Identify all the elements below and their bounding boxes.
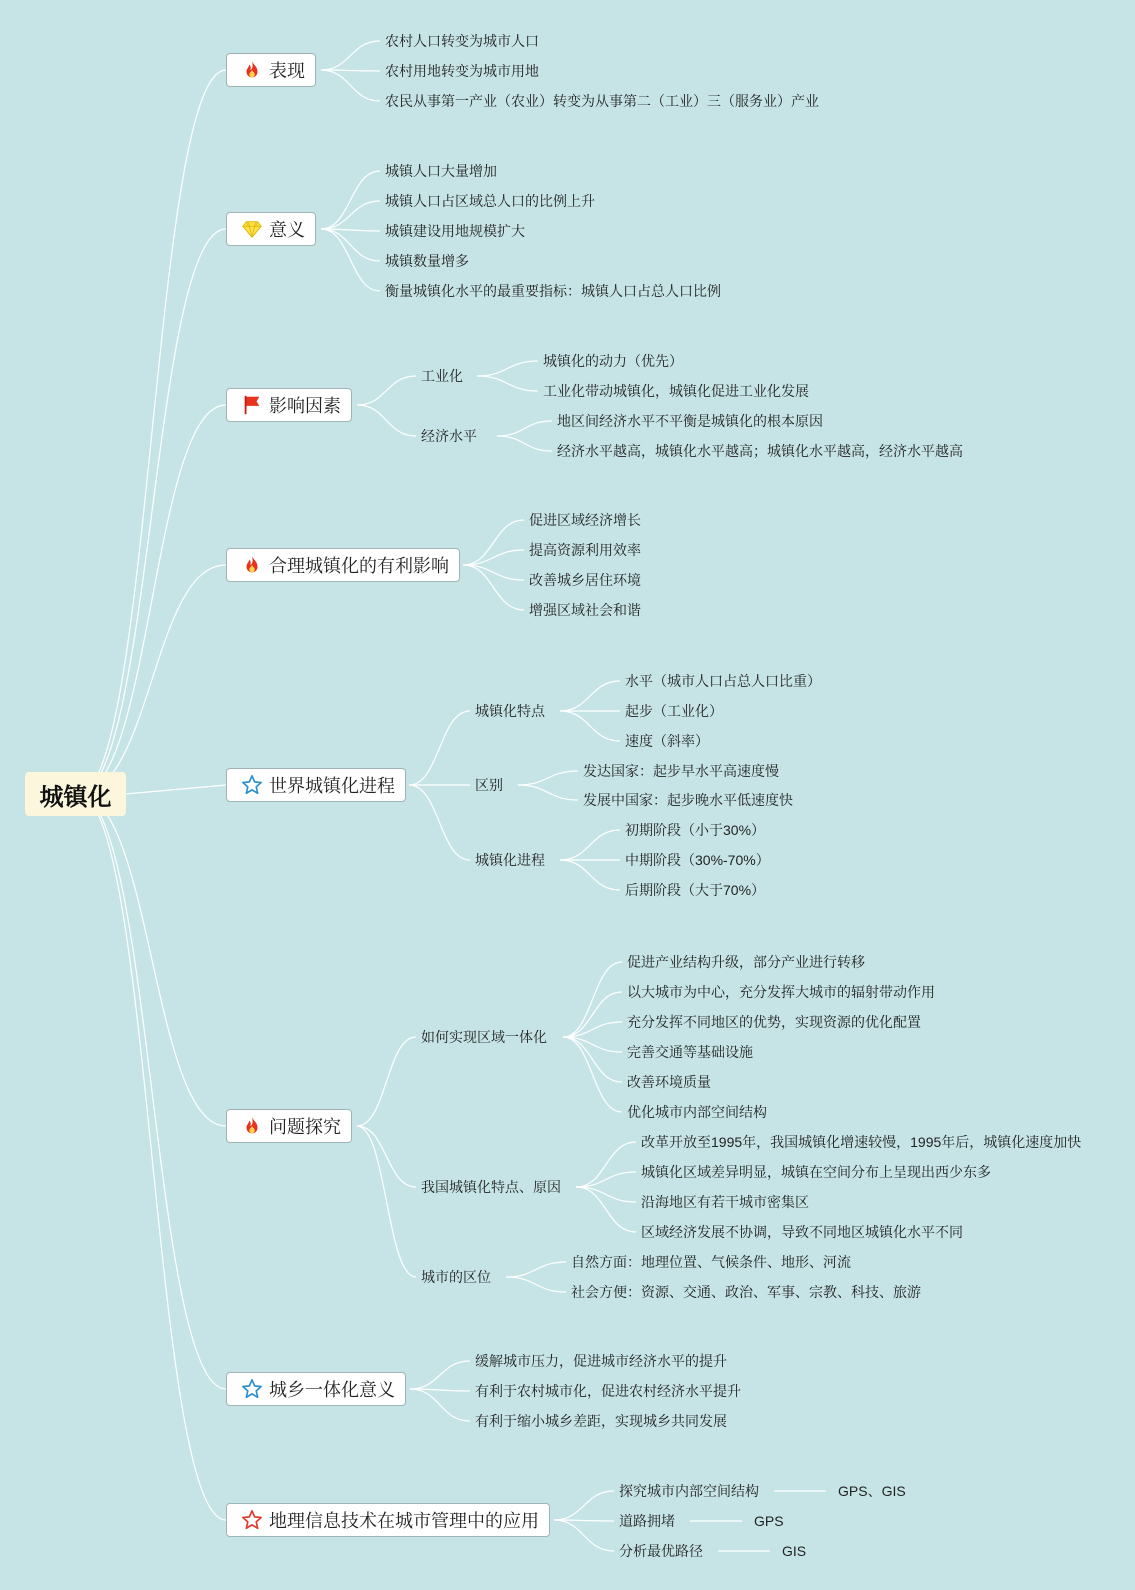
leaf-item[interactable]: 社会方便：资源、交通、政治、军事、宗教、科技、旅游 — [571, 1284, 921, 1300]
sub-topic-qubie[interactable]: 区别 — [475, 777, 503, 793]
connector-line — [357, 376, 416, 405]
leaf-item[interactable]: 沿海地区有若干城市密集区 — [641, 1194, 809, 1210]
branch-label: 问题探究 — [269, 1117, 341, 1137]
star-outline-icon — [241, 1378, 263, 1400]
leaf-item[interactable]: 发达国家：起步早水平高速度慢 — [583, 763, 779, 779]
connector-line — [563, 962, 622, 1037]
leaf-item[interactable]: 以大城市为中心，充分发挥大城市的辐射带动作用 — [627, 984, 935, 1000]
leaf-item[interactable]: 改革开放至1995年，我国城镇化增速较慢，1995年后，城镇化速度加快 — [641, 1134, 1082, 1150]
connector-line — [126, 785, 226, 794]
connector-line — [477, 361, 538, 376]
leaf-item[interactable]: 衡量城镇化水平的最重要指标：城镇人口占总人口比例 — [385, 283, 721, 299]
leaf-item[interactable]: GPS — [754, 1513, 784, 1529]
branch-label: 表现 — [269, 61, 305, 81]
sub-topic-app[interactable]: 分析最优路径 — [619, 1543, 703, 1559]
leaf-item[interactable]: 改善环境质量 — [627, 1074, 711, 1090]
connector-line — [518, 785, 578, 800]
connector-line — [563, 1037, 622, 1112]
connector-line — [78, 794, 226, 1389]
leaf-item[interactable]: 工业化带动城镇化，城镇化促进工业化发展 — [543, 383, 809, 399]
leaf-item[interactable]: 促进产业结构升级，部分产业进行转移 — [627, 954, 865, 970]
connector-line — [78, 565, 226, 794]
connector-line — [357, 1037, 416, 1126]
connector-line — [78, 405, 226, 794]
leaf-item[interactable]: 地区间经济水平不平衡是城镇化的根本原因 — [557, 413, 823, 429]
connector-line — [563, 1022, 622, 1037]
leaf-item[interactable]: 城镇数量增多 — [385, 253, 469, 269]
connector-line — [560, 830, 620, 860]
leaf-item[interactable]: 城镇化的动力（优先） — [543, 353, 683, 369]
branch-yingxiang[interactable] — [226, 388, 352, 422]
leaf-item[interactable]: 经济水平越高，城镇化水平越高；城镇化水平越高，经济水平越高 — [557, 443, 963, 459]
leaf-item[interactable]: 发展中国家：起步晚水平低速度快 — [583, 792, 793, 808]
sub-topic-quyu[interactable]: 如何实现区域一体化 — [421, 1029, 547, 1045]
leaf-item[interactable]: 城镇建设用地规模扩大 — [385, 223, 525, 239]
leaf-item[interactable]: 农民从事第一产业（农业）转变为从事第二（工业）三（服务业）产业 — [385, 93, 819, 109]
star-red-outline-icon — [241, 1509, 263, 1531]
leaf-item[interactable]: 促进区域经济增长 — [529, 512, 641, 528]
connector-line — [563, 1037, 622, 1052]
connector-line — [463, 550, 524, 565]
connector-line — [78, 70, 226, 794]
connector-line — [78, 229, 226, 794]
connector-line — [554, 1491, 614, 1520]
leaf-item[interactable]: 区域经济发展不协调，导致不同地区城镇化水平不同 — [641, 1224, 963, 1240]
diamond-icon — [241, 218, 263, 240]
leaf-item[interactable]: 优化城市内部空间结构 — [627, 1104, 767, 1120]
leaf-item[interactable]: 后期阶段（大于70%） — [625, 882, 766, 898]
connector-line — [321, 70, 380, 71]
connector-line — [410, 1361, 470, 1389]
connector-line — [321, 70, 380, 101]
branch-shijie[interactable] — [226, 768, 406, 802]
connector-line — [410, 1389, 470, 1391]
leaf-item[interactable]: 中期阶段（30%-70%） — [625, 852, 770, 868]
leaf-item[interactable]: GIS — [782, 1543, 807, 1559]
connector-line — [560, 681, 620, 711]
connector-line — [409, 785, 470, 860]
connector-line — [463, 520, 524, 565]
leaf-item[interactable]: 提高资源利用效率 — [529, 542, 641, 558]
connector-line — [560, 860, 620, 890]
connector-line — [497, 436, 552, 451]
branch-label: 合理城镇化的有利影响 — [269, 556, 449, 576]
branch-label: 影响因素 — [269, 396, 341, 416]
connector-line — [518, 771, 578, 785]
leaf-item[interactable]: 水平（城市人口占总人口比重） — [625, 673, 821, 689]
connector-line — [321, 171, 380, 229]
connector-line — [560, 711, 620, 741]
connector-line — [321, 41, 380, 70]
star-outline-icon — [241, 774, 263, 796]
root-topic[interactable]: 城镇化 — [25, 772, 126, 816]
leaf-item[interactable]: 起步（工业化） — [625, 703, 723, 719]
connector-line — [357, 1126, 416, 1187]
sub-topic-woguo[interactable]: 我国城镇化特点、原因 — [421, 1179, 561, 1195]
leaf-item[interactable]: 城镇人口占区域总人口的比例上升 — [385, 193, 595, 209]
branch-chengxiang[interactable] — [226, 1372, 406, 1406]
connector-line — [78, 794, 226, 1126]
connector-line — [321, 229, 380, 231]
connector-line — [554, 1520, 614, 1521]
leaf-item[interactable]: 增强区域社会和谐 — [529, 602, 641, 618]
connector-line — [506, 1277, 566, 1292]
connector-line — [463, 565, 524, 610]
connector-line — [357, 1126, 416, 1277]
leaf-item[interactable]: 改善城乡居住环境 — [529, 572, 641, 588]
connector-line — [576, 1187, 636, 1232]
connector-line — [554, 1520, 614, 1551]
sub-topic-app[interactable]: 探究城市内部空间结构 — [619, 1483, 759, 1499]
sub-topic-jincheng[interactable]: 城镇化进程 — [475, 852, 545, 868]
connector-line — [576, 1172, 636, 1187]
connector-line — [357, 405, 416, 436]
connector-line — [477, 376, 538, 391]
connector-line — [576, 1187, 636, 1202]
connector-line — [410, 1389, 470, 1421]
sub-topic-app[interactable]: 道路拥堵 — [619, 1513, 675, 1529]
branch-dili[interactable] — [226, 1503, 550, 1537]
sub-topic-jingji[interactable]: 经济水平 — [421, 428, 477, 444]
leaf-item[interactable]: 农村用地转变为城市用地 — [385, 63, 539, 79]
leaf-item[interactable]: 有利于缩小城乡差距，实现城乡共同发展 — [475, 1413, 727, 1429]
connector-line — [78, 794, 226, 1520]
branch-label: 城乡一体化意义 — [269, 1380, 395, 1400]
connector-line — [576, 1142, 636, 1187]
branch-label: 世界城镇化进程 — [269, 776, 395, 796]
fire-icon — [241, 1115, 263, 1137]
fire-icon — [241, 554, 263, 576]
connector-line — [497, 421, 552, 436]
sub-topic-gongyehua[interactable]: 工业化 — [421, 368, 463, 384]
connector-line — [563, 992, 622, 1037]
leaf-item[interactable]: 农村人口转变为城市人口 — [385, 33, 539, 49]
red-flag-icon — [241, 394, 263, 416]
connector-line — [321, 229, 380, 261]
leaf-item[interactable]: 速度（斜率） — [625, 733, 709, 749]
branch-yiyi[interactable] — [226, 212, 316, 246]
leaf-item[interactable]: 自然方面：地理位置、气候条件、地形、河流 — [571, 1254, 851, 1270]
leaf-item[interactable]: GPS、GIS — [838, 1483, 906, 1499]
connector-line — [463, 565, 524, 580]
branch-heli[interactable] — [226, 548, 460, 582]
connector-line — [506, 1262, 566, 1277]
leaf-item[interactable]: 初期阶段（小于30%） — [625, 822, 766, 838]
connector-line — [321, 201, 380, 229]
branch-wenti[interactable] — [226, 1109, 352, 1143]
connector-line — [409, 711, 470, 785]
leaf-item[interactable]: 有利于农村城市化，促进农村经济水平提升 — [475, 1383, 741, 1399]
branch-biaoxian[interactable] — [226, 53, 316, 87]
sub-topic-quwei[interactable]: 城市的区位 — [421, 1269, 491, 1285]
leaf-item[interactable]: 城镇人口大量增加 — [385, 163, 497, 179]
connector-line — [321, 229, 380, 291]
leaf-item[interactable]: 完善交通等基础设施 — [627, 1044, 753, 1060]
connector-line — [563, 1037, 622, 1082]
leaf-item[interactable]: 充分发挥不同地区的优势，实现资源的优化配置 — [627, 1014, 921, 1030]
leaf-item[interactable]: 城镇化区域差异明显，城镇在空间分布上呈现出西少东多 — [641, 1164, 991, 1180]
branch-label: 地理信息技术在城市管理中的应用 — [269, 1511, 539, 1531]
branch-label: 意义 — [269, 220, 305, 240]
sub-topic-tedian[interactable]: 城镇化特点 — [475, 703, 545, 719]
fire-icon — [241, 59, 263, 81]
leaf-item[interactable]: 缓解城市压力，促进城市经济水平的提升 — [475, 1353, 727, 1369]
